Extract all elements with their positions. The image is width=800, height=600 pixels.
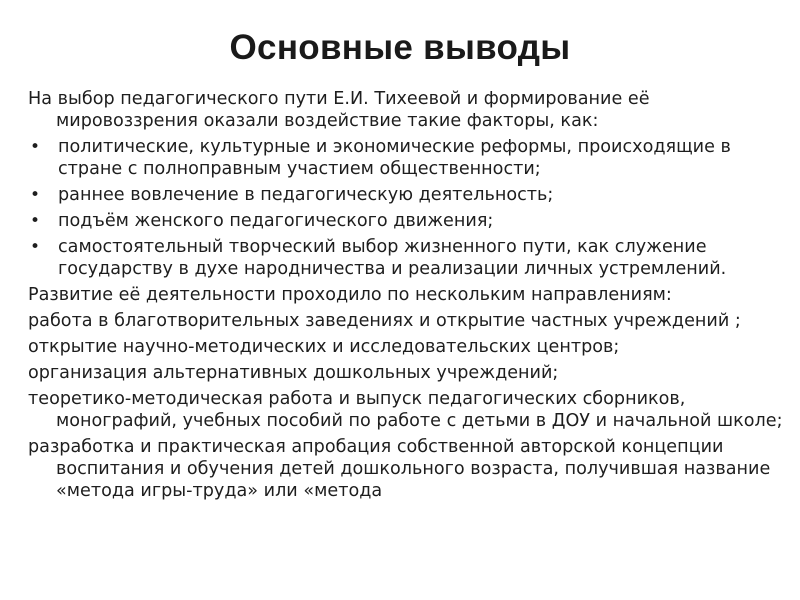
factor-text: самостоятельный творческий выбор жизненного пути, как служение государству в духе народничества и реализации личных устремлений. (58, 237, 727, 279)
direction-paragraph: теоретико-методическая работа и выпуск педагогических сборников, монографий, учебных пособий по работе с детьми в ДОУ и начальной школе; (28, 389, 783, 431)
direction-paragraph: организация альтернативных дошкольных учреждений; (28, 363, 559, 383)
direction-paragraph: разработка и практическая апробация собственной авторской концепции воспитания и обучения детей дошкольного возраста, получившая название «метода игры-труда» или «метода (28, 437, 771, 501)
factor-list-item (28, 236, 786, 280)
direction-paragraph: открытие научно-методических и исследовательских центров; (28, 337, 620, 357)
factor-list-item (28, 136, 786, 180)
factor-list-item (28, 210, 786, 232)
bullet-icon: • (30, 211, 41, 231)
factor-text: подъём женского педагогического движения; (58, 211, 494, 231)
direction-paragraph: работа в благотворительных заведениях и открытие частных учреждений ; (28, 311, 741, 331)
slide-title: Основные выводы (229, 28, 571, 67)
factor-list-item (28, 184, 786, 206)
bullet-icon: • (30, 237, 41, 257)
factor-text: раннее вовлечение в педагогическую деятельность; (58, 185, 554, 205)
intro-paragraph: На выбор педагогического пути Е.И. Тихеевой и формирование её мировоззрения оказали воздействие такие факторы, как: (28, 89, 650, 131)
bullet-icon: • (30, 185, 41, 205)
directions-intro-paragraph: Развитие её деятельности проходило по нескольким направлениям: (28, 285, 672, 305)
bullet-icon: • (30, 137, 41, 157)
slide-body (28, 88, 786, 506)
factor-text: политические, культурные и экономические реформы, происходящие в стране с полноправным участием общественности; (58, 137, 731, 179)
